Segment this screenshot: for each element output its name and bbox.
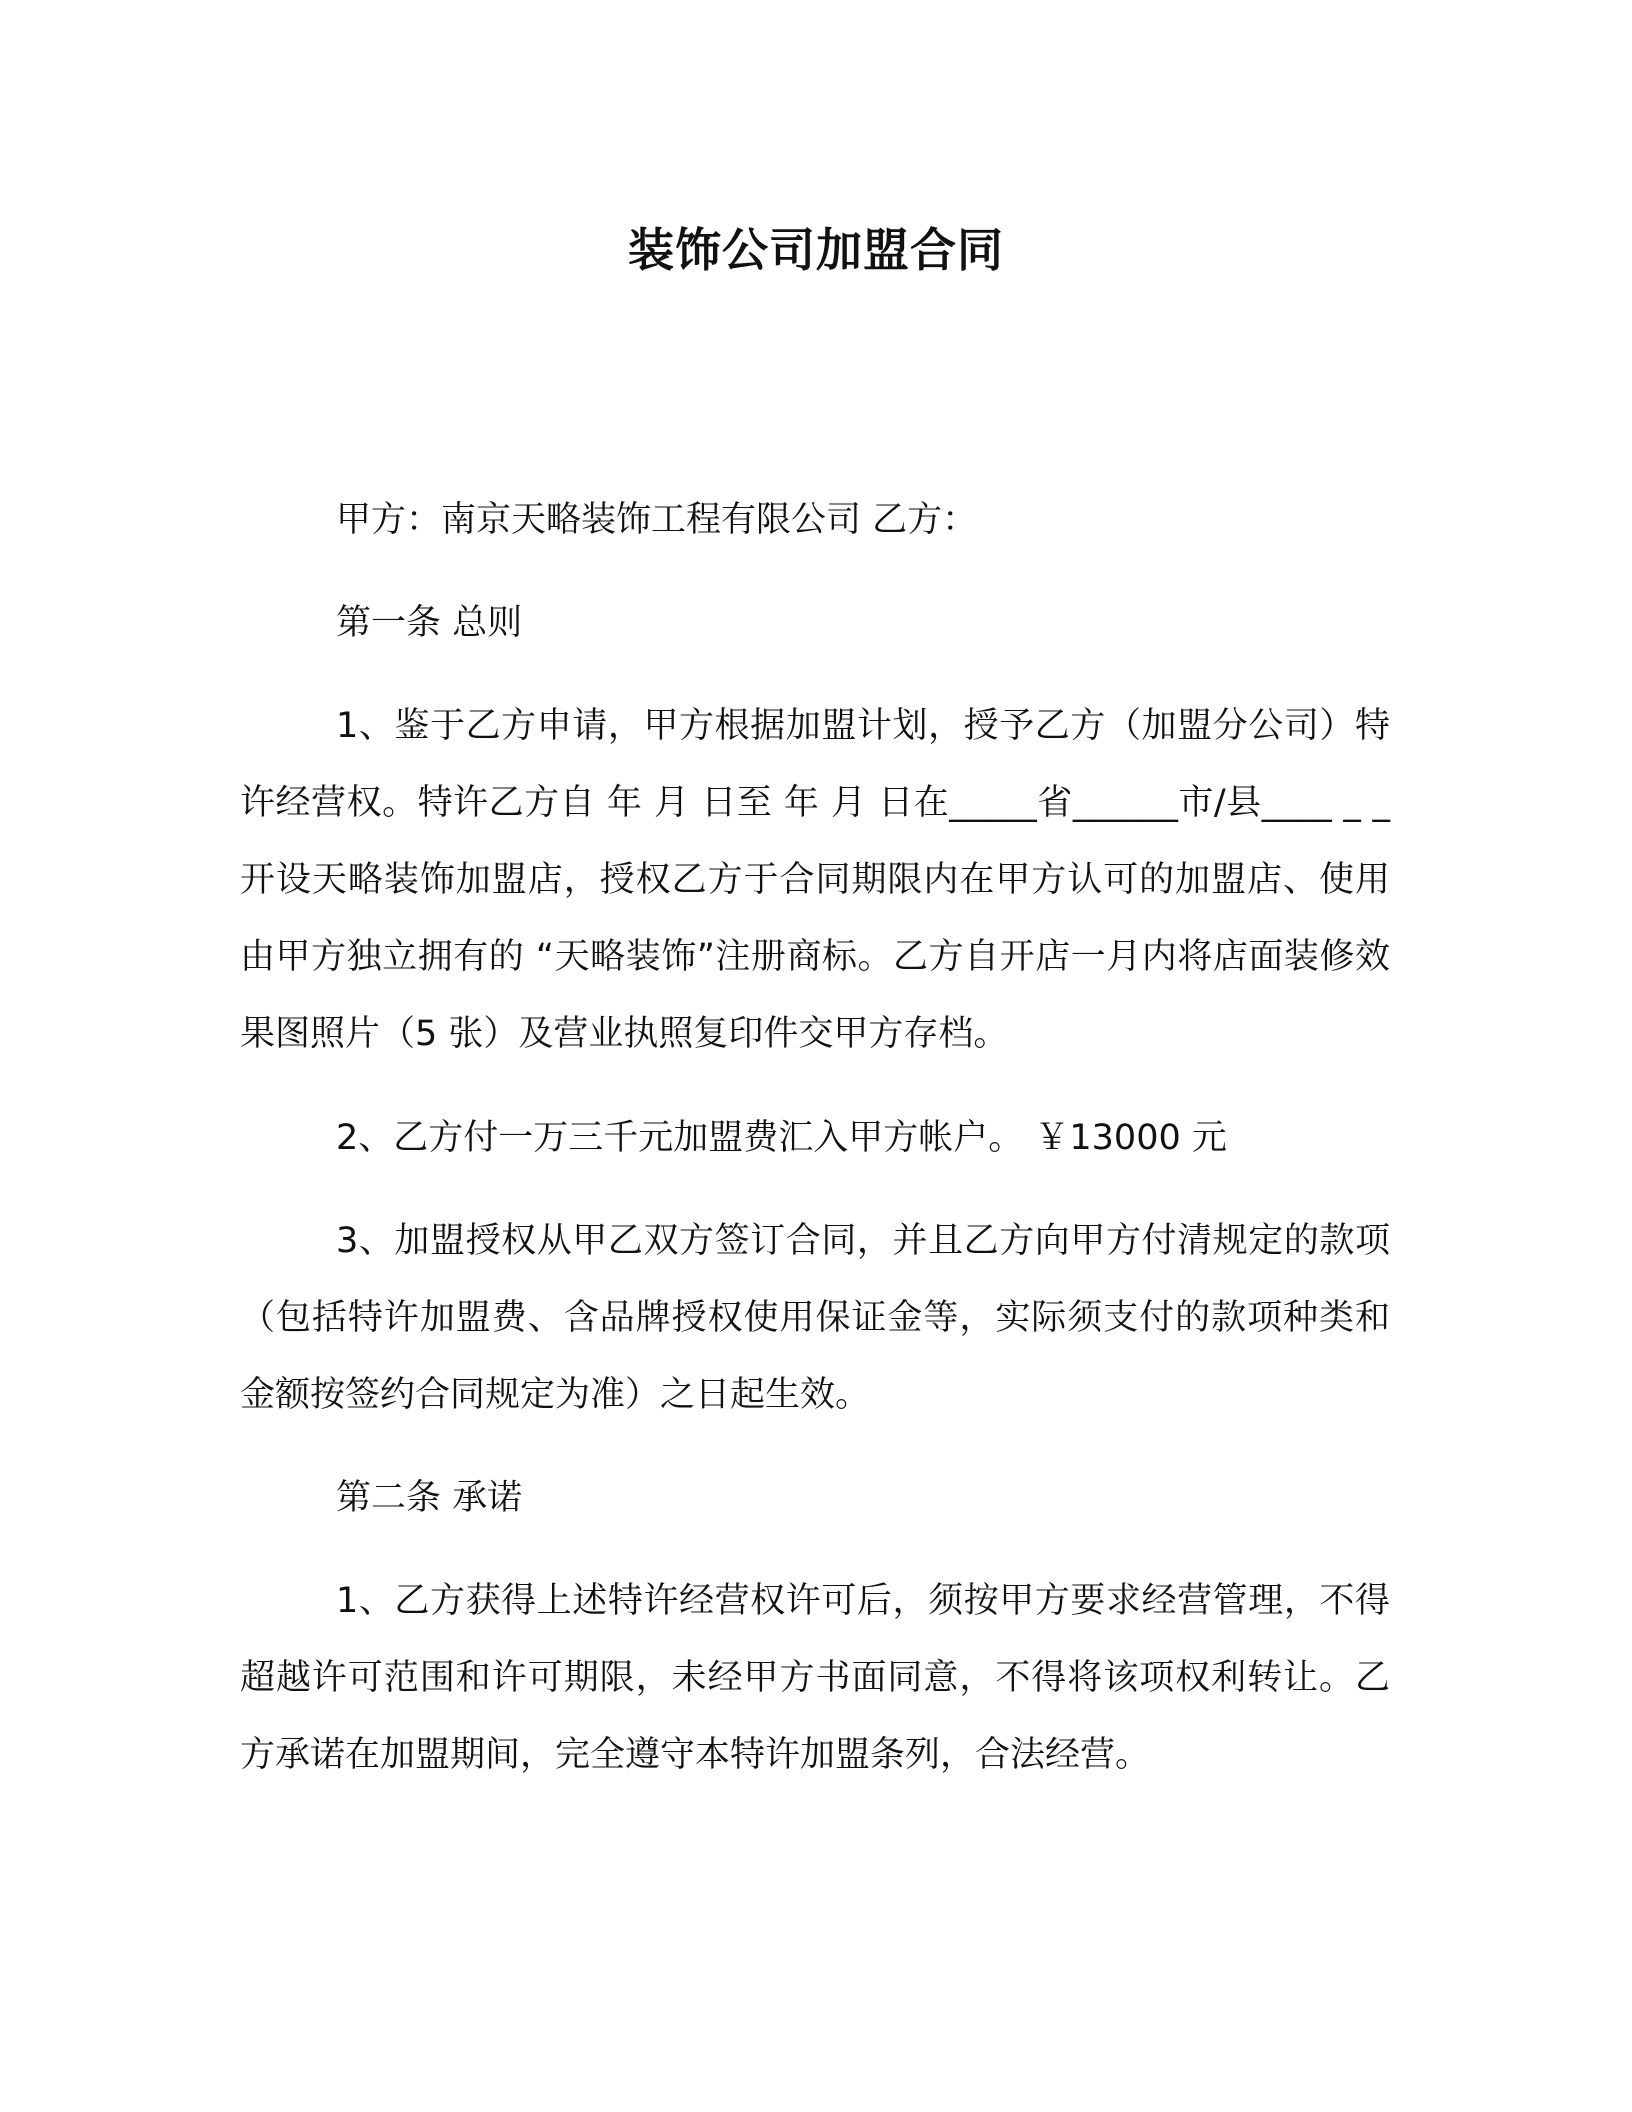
parties-line: 甲方：南京天略装饰工程有限公司 乙方：	[336, 500, 978, 540]
article-2-clause-1: 1、乙方获得上述特许经营权许可后，须按甲方要求经营管理，不得超越许可范围和许可期限，未经甲方书面同意，不得将该项权利转让。乙方承诺在加盟期间，完全遵守本特许加盟条列，合法经营。	[240, 1581, 1390, 1775]
document-title: 装饰公司加盟合同	[628, 223, 1004, 277]
article-1-clause-2: 2、乙方付一万三千元加盟费汇入甲方帐户。 ￥13000 元	[336, 1118, 1227, 1158]
article-1-heading: 第一条 总则	[336, 603, 523, 643]
article-1-clause-1: 1、鉴于乙方申请，甲方根据加盟计划，授予乙方（加盟分公司）特许经营权。特许乙方自 年 月 日至 年 月 日在_____省______市/县____ _ _ 开设天略装饰加盟店，授权乙方于合同期限内在甲方认可的加盟店、使用由甲方独立拥有的 “天略装饰”注册商标。乙方自开店一月内将店面装修效果图照片（5 张）及营业执照复印件交甲方存档。	[240, 706, 1390, 1054]
article-1-clause-3: 3、加盟授权从甲乙双方签订合同，并且乙方向甲方付清规定的款项（包括特许加盟费、含品牌授权使用保证金等，实际须支付的款项种类和金额按签约合同规定为准）之日起生效。	[240, 1221, 1390, 1415]
article-2-heading: 第二条 承诺	[336, 1478, 523, 1518]
